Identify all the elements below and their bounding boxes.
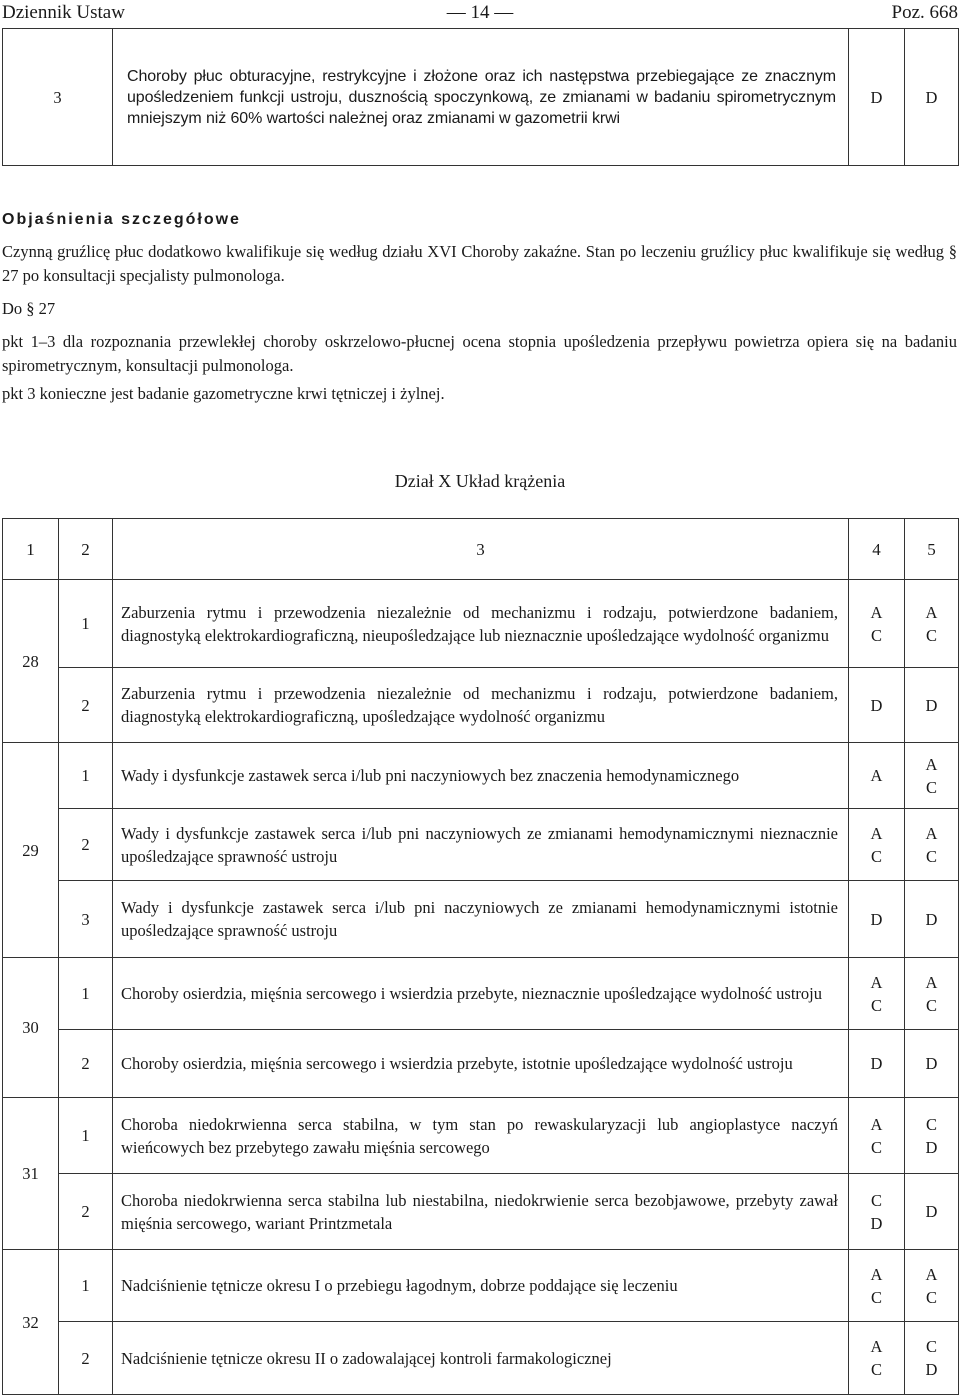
- row-description: Wady i dysfunkcje zastawek serca i/lub pni naczyniowych ze zmianami hemodynamicznymi nieznacznie upośledzające sprawność ustroju: [113, 809, 849, 881]
- explanations: [2, 240, 957, 406]
- column-header-2: 2: [59, 519, 113, 580]
- row-description: Choroba niedokrwienna serca stabilna lub niestabilna, niedokrwienie serca bezobjawowe, przebyty zawał mięśnia sercowego, wariant Printzmetala: [113, 1174, 849, 1250]
- cat5: A C: [905, 958, 959, 1030]
- main-table: [2, 518, 959, 1395]
- position-number: Poz. 668: [891, 2, 958, 23]
- point-number: 1: [59, 958, 113, 1030]
- table-row: [3, 1250, 959, 1322]
- table-row: [3, 809, 959, 881]
- cat4: D: [849, 668, 905, 743]
- table-row: [3, 881, 959, 958]
- cat4: C D: [849, 1174, 905, 1250]
- row-description: Choroba niedokrwienna serca stabilna, w tym stan po rewaskularyzacji lub angioplastyce naczyń wieńcowych bez przebytego zawału mięśnia sercowego: [113, 1098, 849, 1174]
- explanation-p3-lead: pkt 1–3: [2, 332, 56, 351]
- cat5: C D: [905, 1098, 959, 1174]
- cat4: A C: [849, 809, 905, 881]
- table-row: [3, 958, 959, 1030]
- column-header-5: 5: [905, 519, 959, 580]
- explanation-p3-text: dla rozpoznania przewlekłej choroby oskrzelowo-płucnej ocena stopnia upośledzenia przepływu powietrza opiera się na badaniu spirometrycznym, konsultacji pulmonologa.: [2, 332, 957, 375]
- table-row: [3, 1030, 959, 1098]
- cat5: A C: [905, 1250, 959, 1322]
- column-header-3: 3: [113, 519, 849, 580]
- row-description: Zaburzenia rytmu i przewodzenia niezależnie od mechanizmu i rodzaju, potwierdzone badaniem, diagnostyką elektrokardiograficzną, upośledzające wydolność organizmu: [113, 668, 849, 743]
- top-row-cat5: D: [905, 29, 959, 166]
- table-row: [3, 1174, 959, 1250]
- cat5: D: [905, 881, 959, 958]
- row-description: Choroby osierdzia, mięśnia sercowego i wsierdzia przebyte, nieznacznie upośledzające wydolność ustroju: [113, 958, 849, 1030]
- row-description: Nadciśnienie tętnicze okresu II o zadowalającej kontroli farmakologicznej: [113, 1322, 849, 1395]
- point-number: 1: [59, 1250, 113, 1322]
- explanation-p4-text: konieczne jest badanie gazometryczne krwi tętniczej i żylnej.: [35, 384, 445, 403]
- top-row-number: 3: [3, 29, 113, 166]
- cat5: D: [905, 668, 959, 743]
- cat5: D: [905, 1174, 959, 1250]
- cat4: A C: [849, 580, 905, 668]
- column-header-1: 1: [3, 519, 59, 580]
- row-description: Nadciśnienie tętnicze okresu I o przebiegu łagodnym, dobrze poddające się leczeniu: [113, 1250, 849, 1322]
- point-number: 1: [59, 743, 113, 809]
- point-number: 2: [59, 1322, 113, 1395]
- row-description: Choroby osierdzia, mięśnia sercowego i wsierdzia przebyte, istotnie upośledzające wydolność ustroju: [113, 1030, 849, 1098]
- cat4: D: [849, 881, 905, 958]
- point-number: 3: [59, 881, 113, 958]
- paragraph-number: 32: [3, 1250, 59, 1395]
- paragraph-number: 31: [3, 1098, 59, 1250]
- top-table: [2, 28, 959, 166]
- row-description: Wady i dysfunkcje zastawek serca i/lub pni naczyniowych ze zmianami hemodynamicznymi istotnie upośledzające sprawność ustroju: [113, 881, 849, 958]
- column-header-row: [3, 519, 959, 580]
- paragraph-number: 29: [3, 743, 59, 958]
- explanation-p1: Czynną gruźlicę płuc dodatkowo kwalifikuje się według działu XVI Choroby zakaźne. Stan po leczeniu gruźlicy płuc kwalifikuje się według § 27 po konsultacji specjalisty pulmonologa.: [2, 242, 957, 285]
- row-description: Wady i dysfunkcje zastawek serca i/lub pni naczyniowych bez znaczenia hemodynamicznego: [113, 743, 849, 809]
- cat4: A: [849, 743, 905, 809]
- table-row: [3, 668, 959, 743]
- cat4: D: [849, 1030, 905, 1098]
- cat5: A C: [905, 743, 959, 809]
- cat5: A C: [905, 809, 959, 881]
- cat4: A C: [849, 1098, 905, 1174]
- cat4: A C: [849, 1250, 905, 1322]
- point-number: 2: [59, 668, 113, 743]
- cat4: A C: [849, 1322, 905, 1395]
- point-number: 1: [59, 580, 113, 668]
- page-header: [0, 2, 960, 26]
- column-header-4: 4: [849, 519, 905, 580]
- table-row: [3, 1098, 959, 1174]
- table-row: [3, 580, 959, 668]
- point-number: 2: [59, 809, 113, 881]
- top-row-description: Choroby płuc obturacyjne, restrykcyjne i złożone oraz ich następstwa przebiegające ze znacznym upośledzeniem funkcji ustroju, dusznością spoczynkową, ze zmianami w badaniu spirometrycznym mniejszym niż 60% wartości należnej oraz zmianami w gazometrii krwi: [113, 29, 849, 166]
- point-number: 2: [59, 1030, 113, 1098]
- page-number: — 14 —: [446, 2, 514, 23]
- cat5: D: [905, 1030, 959, 1098]
- section-title: Dział X Układ krążenia: [394, 471, 566, 491]
- point-number: 1: [59, 1098, 113, 1174]
- paragraph-number: 28: [3, 580, 59, 743]
- explanation-p4-lead: pkt 3: [2, 384, 36, 403]
- row-description: Zaburzenia rytmu i przewodzenia niezależnie od mechanizmu i rodzaju, potwierdzone badaniem, diagnostyką elektrokardiograficzną, nieupośledzające lub nieznacznie upośledzające wydolność organizmu: [113, 580, 849, 668]
- cat5: C D: [905, 1322, 959, 1395]
- cat4: A C: [849, 958, 905, 1030]
- journal-name: Dziennik Ustaw: [2, 2, 125, 23]
- top-row-cat4: D: [849, 29, 905, 166]
- point-number: 2: [59, 1174, 113, 1250]
- paragraph-number: 30: [3, 958, 59, 1098]
- cat5: A C: [905, 580, 959, 668]
- explanation-p4: [2, 382, 957, 406]
- explanation-p2: Do § 27: [2, 299, 56, 318]
- explanation-p3: [2, 330, 957, 378]
- explanations-title: Objaśnienia szczegółowe: [2, 211, 241, 228]
- table-row: [3, 743, 959, 809]
